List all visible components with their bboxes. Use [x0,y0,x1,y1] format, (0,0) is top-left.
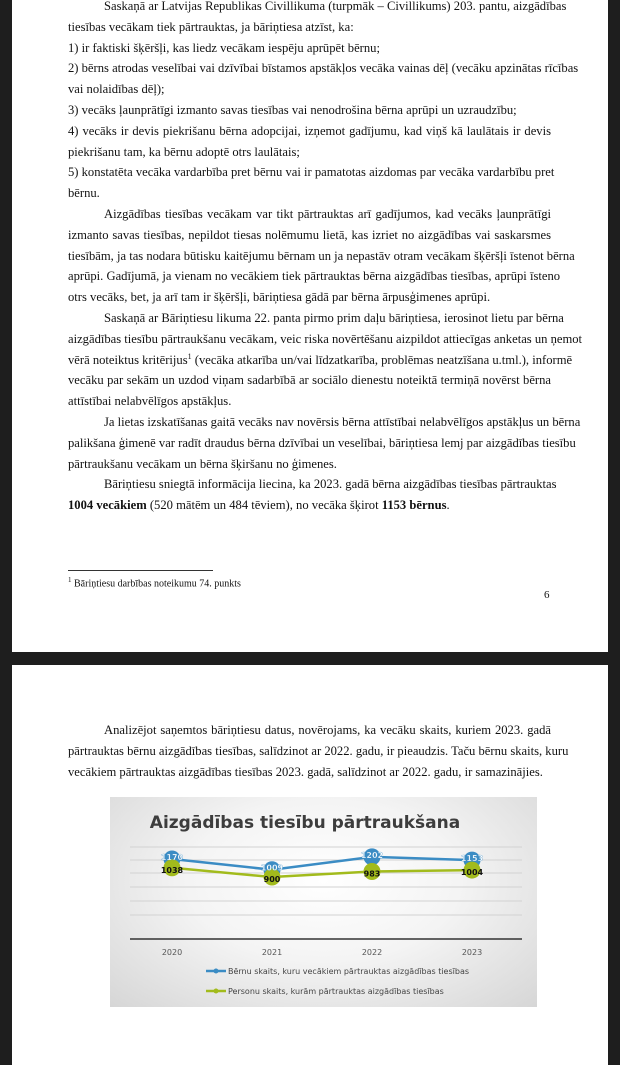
text-line [68,350,573,371]
text-line [68,246,575,267]
text-span: 2) bērns atrodas veselībai vai dzīvībai bīstamos apstākļos vecāka vainas dēļ (vecāku apzinātas rīcības [68,61,579,76]
text-line [68,433,576,454]
data-label: 900 [263,875,281,885]
text-line [68,308,564,329]
data-label: 1038 [160,865,184,875]
footnote-text: Bāriņtiesu darbības noteikumu 74. punkts [74,578,241,590]
text-span: 5) konstatēta vecāka vardarbība pret bērnu vai ir pamatotas aizdomas par vecāka vardarbību pret [68,165,555,180]
x-tick-label: 2023 [461,948,483,957]
footnote-divider [68,570,213,571]
text-span: 3) vecāks ļaunprātīgi izmanto savas tiesības vai nenodrošina bērna aprūpi un uzraudzību; [68,102,517,117]
text-span: piekrišanu tam, ka bērnu adoptē otrs laulātais; [68,144,300,159]
text-line [68,162,555,183]
data-label: 1004 [460,868,484,878]
text-span: pārtraukšanu vecākam un bērna šķiršanu no ģimenes. [68,456,337,471]
text-span: tiesības vecākam tiek pārtrauktas, ja bāriņtiesa atzīst, ka: [68,19,354,34]
text-line [68,121,551,142]
data-label: 1202 [360,850,384,860]
text-line [68,100,551,121]
text-line [68,412,581,433]
page-number: 6 [544,589,550,601]
line-chart [110,797,537,1007]
x-tick-label: 2022 [361,948,383,957]
text-span: otrs vecāks, bet, ja arī tam ir šķēršļi, bāriņtiesa gādā par bērna ārpusģimenes aprūpi. [68,290,491,305]
text-span: 4) vecāks ir devis piekrišanu bērna adopcijai, izņemot gadījumu, kad viņš kā laulātais ir devis [68,123,551,138]
document-page-6 [12,0,608,652]
text-line [68,225,551,246]
text-span: aprūpi. Gadījumā, ja vienam no vecākiem tiek pārtrauktas bērna aizgādības tiesības, aprūpi īsteno [68,269,561,284]
bold-text: 1153 bērnus [381,498,447,513]
text-line [68,266,561,287]
text-span: Saskaņā ar Bāriņtiesu likuma 22. panta pirmo prim daļu bāriņtiesa, ierosinot lietu par bērna [104,310,564,325]
text-line [68,370,551,391]
chart-title: Aizgādības tiesību pārtraukšana [149,813,461,833]
text-span: 1) ir faktiski šķēršļi, kas liedz vecākam iespēju aprūpēt bērnu; [68,40,380,55]
text-span: vecāku par sekām un uzdod viņam sadarbībā ar sociālo dienestu noteiktā termiņā novērst bērna [68,373,551,388]
text-line [68,474,557,495]
footnote-reference: 1 [187,351,192,361]
chart-canvas [110,797,537,1007]
text-span: Bāriņtiesu sniegtā informācija liecina, ka 2023. gadā bērna aizgādības tiesības pārtrauktas [104,477,557,492]
text-span: pārtrauktas bērnu aizgādības tiesības, salīdzinot ar 2022. gadu, ir pieaudzis. Taču bērnu skaits, kuru [68,743,569,758]
text-span: vērā noteiktus kritērijus [68,352,188,367]
text-line [68,17,551,38]
text-span: Ja lietas izskatīšanas gaitā vecāks nav novērsis bērna attīstībai nelabvēlīgos apstākļus un bērna [104,414,581,429]
text-line [68,720,551,741]
data-label: 1009 [260,863,284,873]
text-line [68,762,551,783]
page-body-text [68,720,569,782]
legend-swatch-marker [214,969,219,974]
text-line [68,0,567,17]
footnote [68,576,241,589]
footnote-mark: 1 [68,576,72,584]
text-span: attīstībai nelabvēlīgos apstākļus. [68,394,232,409]
text-line [68,287,551,308]
text-line [68,183,551,204]
text-span: . [446,498,450,513]
text-span: izmanto savas tiesības, nepildot tiesas nolēmumu lietā, kas izriet no aizgādības vai saskarsmes [68,227,551,242]
text-span: tiesībām, ja tas nodara būtisku kaitējumu bērnam un ja nepastāv otram vecākam šķēršļi īstenot bērna [68,248,575,263]
text-span: Aizgādības tiesības vecākam var tikt pārtrauktas arī gadījumos, kad vecāks ļaunprātīgi [104,206,551,221]
text-span: vai nolaidības dēļ); [68,82,165,97]
text-span: (520 mātēm un 484 tēviem), no vecāka šķirot [146,498,382,513]
text-line [68,495,551,516]
text-line [68,391,551,412]
text-line [68,58,579,79]
text-line [68,79,551,100]
data-label: 983 [363,869,381,879]
series-line-1 [172,868,472,877]
text-line [68,204,551,225]
text-span: vecākiem pārtrauktas aizgādības tiesības 2023. gadā, salīdzinot ar 2022. gadu, ir samazinājies. [68,764,543,779]
legend-swatch-marker [214,989,219,994]
document-page-7 [12,665,608,1065]
text-line [68,329,583,350]
data-label: 1170 [160,853,184,863]
text-line [68,38,551,59]
text-span: bērnu. [68,186,100,201]
bold-text: 1004 vecākiem [68,498,147,513]
x-tick-label: 2021 [261,948,283,957]
legend-label: Personu skaits, kurām pārtrauktas aizgādības tiesības [228,987,444,996]
legend-label: Bērnu skaits, kuru vecākiem pārtrauktas aizgādības tiesības [228,967,470,976]
text-line [68,454,551,475]
page-body-text [68,0,583,516]
text-span: Saskaņā ar Latvijas Republikas Civillikuma (turpmāk – Civillikums) 203. pantu, aizgādības [104,0,567,13]
text-span: (vecāka atkarība un/vai līdzatkarība, problēmas neatzīšana u.tml.), informē [191,352,573,367]
text-span: Analizējot saņemtos bāriņtiesu datus, novērojams, ka vecāku skaits, kuriem 2023. gadā [104,723,551,737]
data-label: 1153 [460,854,484,864]
text-span: palikšana ģimenē var radīt draudus bērna dzīvībai un veselībai, bāriņtiesa lemj par aizgādības tiesību [68,435,576,450]
series-line-0 [172,857,472,870]
text-span: aizgādības tiesību pārtraukšanu vecākam, veic riska novērtēšanu aizpildot attiecīgas anketas un ņemot [68,331,583,346]
x-tick-label: 2020 [161,948,183,957]
text-line [68,741,569,762]
text-line [68,142,551,163]
